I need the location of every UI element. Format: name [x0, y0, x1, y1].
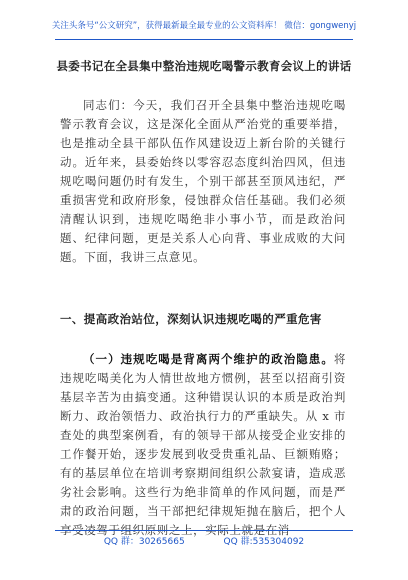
- subsection-heading: （一）违规吃喝是背离两个维护的政治隐患。: [83, 352, 334, 366]
- footer: [0, 534, 408, 547]
- intro-section: [60, 96, 346, 267]
- document-title: 县委书记在全县集中整治违规吃喝警示教育会议上的讲话: [56, 59, 352, 73]
- subsection-body: 将违规吃喝美化为人情世故地方惯例，甚至以招商引资基层辛苦为由搞变通。这种错误认识的本质是政治判断力、政治领悟力、政治执行力的严重缺失。从 x 市查处的典型案例看，有的领导干部从接受企业安排的工作餐开始，逐步发展到收受贵重礼品、巨额贿赂；有的基层单位在培训考察期间组织公款宴请，造成恶劣社会影响。这些行为绝非简单的作风问题，而是严肃的政治问题，当干部把纪律规矩抛在脑后，把个人享受凌驾于组织原则之上，实际上就是在消: [60, 352, 346, 537]
- section-heading-1: 一、提高政治站位，深刻认识违规吃喝的严重危害: [60, 312, 322, 326]
- footer-qq-group-2: QQ 群:535304092: [223, 537, 305, 547]
- footer-qq-group-1: QQ 群：30265665: [103, 537, 185, 547]
- header-divider: [55, 39, 353, 40]
- header-banner: 关注头条号“公文研究”，获得最新最全最专业的公文资料库！ 微信：gongwenyj: [51, 21, 357, 31]
- footer-divider: [55, 530, 353, 531]
- intro-paragraph: 同志们：今天，我们召开全县集中整治违规吃喝警示教育会议，这是深化全面从严治党的重要举措，也是推动全县干部队伍作风建设迈上新台阶的关键行动。近年来，县委始终以零容忍态度纠治四风，但违规吃喝问题仍时有发生，个别干部甚至顶风违纪，严重损害党和政府形象，侵蚀群众信任基础。我们必须清醒认识到，违规吃喝绝非小事小节，而是政治问题、纪律问题，更是关系人心向背、事业成败的大问题。下面，我讲三点意见。: [60, 98, 346, 264]
- subsection-1: [60, 350, 346, 540]
- subsection-paragraph: [60, 350, 346, 540]
